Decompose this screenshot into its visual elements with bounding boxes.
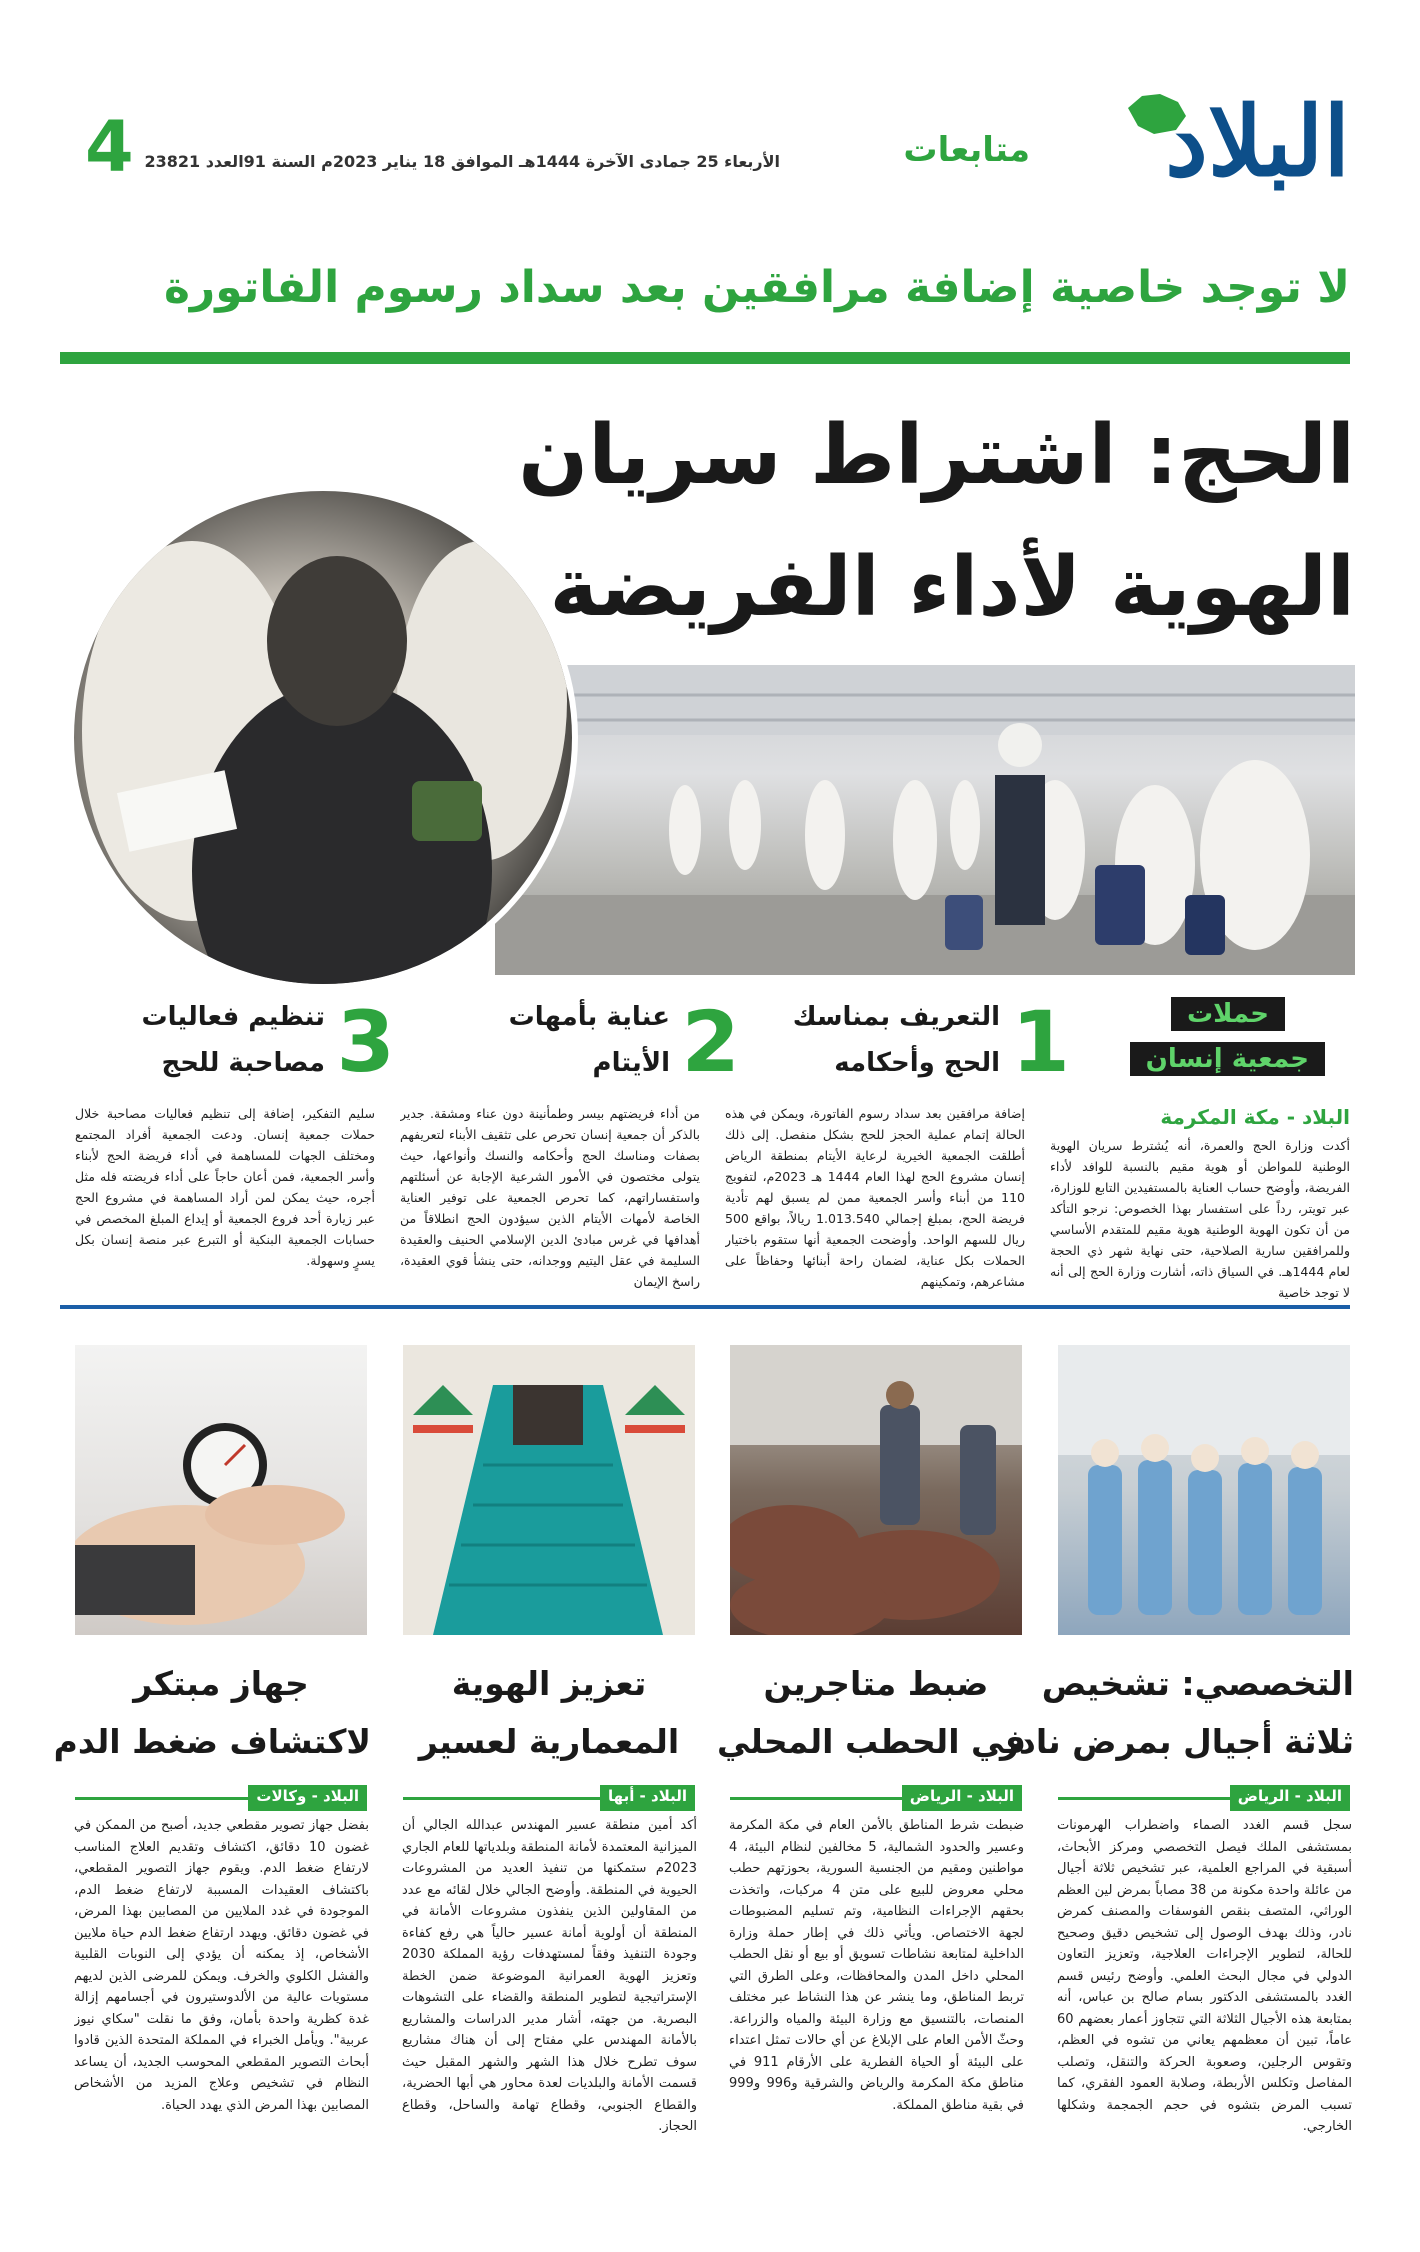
campaign-item-2 bbox=[400, 993, 740, 1091]
story-title-2 bbox=[716, 1655, 1026, 1771]
campaign-org-tag: جمعية إنسان bbox=[1130, 1042, 1325, 1076]
story-body-2: ضبطت شرط المناطق بالأمن العام في مكة المكرمة وعسير والحدود الشمالية، 5 مخالفين لنظام البيئة، 4 مواطنين ومقيم من الجنسية السورية، بحوزتهم حطب محلي معروض للبيع على متن 4 مركبات، واتخذت بحقهم الإجراءات النظامية، وتم تسليم المضبوطات لجهة الاختصاص. ويأتي ذلك في إطار حملة وزارة الداخلية لمتابعة نشاطات تسويق أو بيع أو نقل الحطب المحلي داخل المدن والمحافظات، وعلى الطرق التي تربط المناطق، وما ينشر عن هذا النشاط عبر مختلف المنصات، بالتنسيق مع وزارة البيئة والمياه والزراعة. وحثّ الأمن العام على الإبلاغ عن أي حالات تمثل اعتداء على البيئة أو الحياة الفطرية على الأرقام 911 في مناطق مكة المكرمة والرياض والشرقية و996 و999 في بقية مناطق المملكة. bbox=[729, 1818, 1024, 2113]
blood-pressure-illustration bbox=[75, 1345, 367, 1635]
item-title-line1: التعريف بمناسك bbox=[792, 1002, 1000, 1032]
surgery-team-photo bbox=[1058, 1345, 1350, 1635]
lead-byline: البلاد - مكة المكرمة bbox=[1160, 1105, 1350, 1129]
lead-column-3: من أداء فريضتهم بيسر وطمأنينة دون عناء ومشقة. جدير بالذكر أن جمعية إنسان تحرص على تثقيف الأبناء لتعريفهم بصفات ومناسك الحج وأحكامه والنسك وأنواعها، حيث يتولى مختصون في الأمور الشرعية الإجابة عن أسئلتهم واستفساراتهم، كما تحرص الجمعية على توفير العناية الخاصة لأمهات الأيتام الذين سيؤدون الحج انطلاقاً من أهدافها في غرس مبادئ الدين الإسلامي الحنيف والعقيدة السليمة في عقل اليتيم ووجدانه، حتى ينشأ قوي العقيدة، راسخ الإيمان bbox=[400, 1106, 700, 1289]
story-byline-4: البلاد - وكالات bbox=[248, 1785, 367, 1811]
divider bbox=[60, 352, 1350, 364]
title-line-2: لاكتشاف ضغط الدم bbox=[53, 1722, 371, 1761]
campaign-item-3 bbox=[55, 993, 395, 1091]
story-body-4: بفضل جهاز تصوير مقطعي جديد، أصبح من الممكن في غضون 10 دقائق، اكتشاف وتقديم العلاج المناسب لارتفاع ضغط الدم. ويقوم جهاز التصوير المقطعي، باكتشاف العقيدات المسببة لارتفاع ضغط الدم، الموجودة في غدد الملايين من المصابين بهذا المرض، في غضون دقائق. ويهدد ارتفاع ضغط الدم حياة ملايين الأشخاص، إذ يمكنه أن يؤدي إلى النوبات القلبية والفشل الكلوي والخرف. ويمكن للمرضى الذين لديهم مستويات عالية من الألدوستيرون في أجسامهم إزالة غدة كظرية واحدة بأمان، وفق ما نقلت "سكاي نيوز عربية". ويأمل الخبراء في المملكة المتحدة الذين قادوا أبحاث التصوير المقطعي المحوسب الجديد، أن يساعد النظام في تشخيص وعلاج المزيد من الأشخاص المصابين بهذا المرض الذي يهدد الحياة. bbox=[74, 1818, 369, 2113]
item-title-line2: الأيتام bbox=[592, 1048, 670, 1078]
story-title-3 bbox=[399, 1655, 699, 1771]
title-line-1: تعزيز الهوية bbox=[451, 1664, 647, 1703]
story-title-1 bbox=[999, 1655, 1354, 1771]
item-title-line2: مصاحبة للحج bbox=[161, 1048, 325, 1078]
item-number: 3 bbox=[336, 993, 395, 1091]
title-line-1: التخصصي: تشخيص bbox=[1041, 1664, 1354, 1703]
story-byline-2: البلاد - الرياض bbox=[902, 1785, 1022, 1811]
airport-pilgrims-photo bbox=[495, 665, 1355, 975]
firewood-illustration bbox=[730, 1345, 1022, 1635]
item-title-line2: الحج وأحكامه bbox=[834, 1048, 1000, 1078]
story-title-4 bbox=[53, 1655, 371, 1771]
story-body-3: أكد أمين منطقة عسير المهندس عبدالله الجالي أن الميزانية المعتمدة لأمانة المنطقة وبلدياتها للعام الجاري 2023م ستمكنها من تنفيذ العديد من المشروعات الحيوية في المنطقة. وأوضح الجالي خلال لقائه مع عدد من المقاولين الذين ينفذون مشروعات الأمانة في المنطقة أن أولوية أمانة عسير حالياً هي رفع كفاءة وجودة التنفيذ وفقاً لمستهدفات رؤية المملكة 2030 وتعزيز الهوية العمرانية الموضوعة ضمن الخطة الإستراتيجية لتطوير المنطقة والقضاء على التشوهات البصرية. من جهته، أشار مدير الدراسات والمشاريع بالأمانة المهندس علي مفتاح إلى أن هناك مشاريع سوف تطرح خلال هذا الشهر والشهر المقبل حيث قسمت الأمانة والبلديات لعدة محاور هي أبها الحضرية، والقطاع الجنوبي، وقطاع تهامة والساحل، وقطاع الحجاز. bbox=[402, 1818, 697, 2134]
item-title-line1: تنظيم فعاليات bbox=[141, 1002, 325, 1032]
headline-line-2: الهوية لأداء الفريضة bbox=[549, 540, 1355, 635]
asir-architecture-photo bbox=[403, 1345, 695, 1635]
painted-stairway-illustration bbox=[403, 1345, 695, 1635]
item-number: 1 bbox=[1011, 993, 1070, 1091]
lead-column-4: سليم التفكير، إضافة إلى تنظيم فعاليات مصاحبة خلال حملات جمعية إنسان. ودعت الجمعية أفراد المجتمع ومختلف الجهات للمساهمة في أداء فريضة الحج لأبناء وأسر الجمعية، فمن أعان حاجاً على أداء فريضته فله مثل أجره، حيث يمكن لمن أراد المساهمة في مشروع الحج عبر زيارة أحد فروع الجمعية أو إيداع المبلغ المخصص في حسابات الجمعية البنكية أو التبرع عبر منصة إنسان بكل يسرٍ وسهولة. bbox=[75, 1106, 375, 1268]
staff-with-pilgrims-illustration bbox=[72, 491, 572, 986]
section-label: متابعات bbox=[903, 130, 1030, 170]
issue-info: الأربعاء 25 جمادى الآخرة 1444هـ الموافق 18 يناير 2023م السنة 91العدد 23821 bbox=[144, 152, 780, 171]
hajj-staff-photo bbox=[68, 485, 578, 990]
story-byline-3: البلاد - أبها bbox=[600, 1785, 695, 1811]
main-headline bbox=[455, 390, 1355, 654]
medical-team-illustration bbox=[1058, 1345, 1350, 1635]
item-number: 2 bbox=[681, 993, 740, 1091]
logo-text: البلاد bbox=[1165, 85, 1350, 198]
story-byline-1: البلاد - الرياض bbox=[1230, 1785, 1350, 1811]
item-title-line1: عناية بأمهات bbox=[508, 1002, 670, 1032]
airport-scene-illustration bbox=[495, 665, 1355, 975]
section-divider bbox=[60, 1305, 1350, 1309]
campaign-item-1 bbox=[730, 993, 1070, 1091]
lead-column-2: إضافة مرافقين بعد سداد رسوم الفاتورة، ويمكن في هذه الحالة إتمام عملية الحجز للحج بشكل منفصل. إلى ذلك أطلقت الجمعية الخيرية لرعاية الأيتام بمنطقة الرياض إنسان مشروع الحج لهذا العام 1444 هـ 2023م، لتفويج 110 من أبناء وأسر الجمعية ممن لم يسبق لهم تأدية فريضة الحج، بمبلغ إجمالي 1.013.540 ريالاً، بواقع 500 ريال للسهم الواحد. وأوضحت الجمعية أنها ستقوم باختيار الحملات بكل عناية، لضمان راحة أبنائها وحفاظاً على مشاعرهم، وتمكينهم bbox=[725, 1106, 1025, 1289]
title-line-2: في الحطب المحلي bbox=[716, 1722, 1026, 1761]
campaign-tag: حملات bbox=[1171, 997, 1285, 1031]
title-line-2: المعمارية لعسير bbox=[418, 1722, 680, 1761]
title-line-1: جهاز مبتكر bbox=[133, 1664, 309, 1703]
story-body-1: سجل قسم الغدد الصماء واضطراب الهرمونات بمستشفى الملك فيصل التخصصي ومركز الأبحاث، أسبقية في المراجع العلمية، عبر تشخيص ثلاثة أجيال من عائلة واحدة مكونة من 38 مصاباً بمرض لين العظم الوراثي، المتصف بنقص الفوسفات والمصنف كمرض نادر، وذلك بهدف الوصول إلى تشخيص دقيق وصحيح للحالة، لتطوير الإجراءات العلاجية، وتعزيز التعاون الدولي في مجال البحث العلمي. وأوضح رئيس قسم الغدد بالمستشفى الدكتور بسام صالح بن عباس، أنه بمتابعة هذه الأجيال الثلاثة التي تتجاوز أعمار بعضهم 60 عاماً، تبين أن معظمهم يعاني من تشوه في العظم، وتقوس الرجلين، وصعوبة الحركة والتنقل، وتصلب المفاصل وتكلس الأربطة، وصلابة العمود الفقري، كما تسبب المرض بتشوه في حجم الجمجمة وشكلها الخارجي. bbox=[1057, 1818, 1352, 2134]
page-number: 4 bbox=[85, 106, 134, 188]
title-line-2: ثلاثة أجيال بمرض نادر bbox=[999, 1722, 1354, 1761]
firewood-seizure-photo bbox=[730, 1345, 1022, 1635]
newspaper-logo bbox=[1060, 85, 1350, 220]
kicker-headline: لا توجد خاصية إضافة مرافقين بعد سداد رسوم الفاتورة bbox=[163, 262, 1350, 313]
headline-line-1: الحج: اشتراط سريان bbox=[518, 408, 1355, 503]
blood-pressure-photo bbox=[75, 1345, 367, 1635]
title-line-1: ضبط متاجرين bbox=[763, 1664, 989, 1703]
lead-column-1: أكدت وزارة الحج والعمرة، أنه يُشترط سريان الهوية الوطنية للمواطن أو هوية مقيم بالنسبة للوافد لأداء الفريضة، وأوضح حساب العناية بالمستفيدين التابع للوزارة، عبر تويتر، رداً على استفسار بهذا الخصوص: نرجو التأكد من أن تكون الهوية الوطنية هوية مقيم للمتقدم الأساسي وللمرافقين سارية الصلاحية، حتى نهاية شهر ذي الحجة لعام 1444هـ. في السياق ذاته، أشارت وزارة الحج إلى أنه لا توجد خاصية bbox=[1050, 1138, 1350, 1300]
